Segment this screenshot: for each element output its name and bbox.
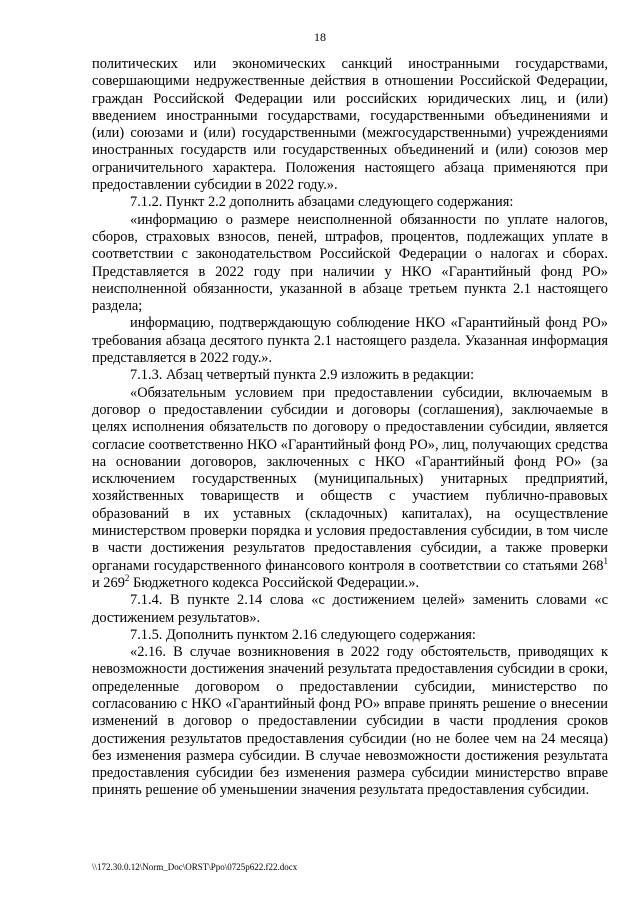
mandatory-condition-text-end: Бюджетного кодекса Российской Федерации.».: [129, 574, 420, 591]
mandatory-condition-text-middle: и 269: [92, 574, 125, 591]
paragraph-7-1-2: 7.1.2. Пункт 2.2 дополнить абзацами следующего содержания:: [130, 194, 514, 211]
article-268-superscript: 1: [603, 555, 608, 566]
document-body: [92, 56, 608, 800]
page-number: 18: [314, 30, 326, 44]
paragraph-2-16: «2.16. В случае возникновения в 2022 году обстоятельств, приводящих к невозможности достижения значений результата предоставления субсидии в сроки, определенные договором о предоставлении субсидии, министерство по согласованию с НКО «Гарантийный фонд РО» вправе принять решение о внесении изменений в договор о предоставлении субсидии в части продления сроков достижения результатов предоставления субсидии (но не более чем на 24 месяца) без изменения размера субсидии. В случае невозможности достижения результата предоставления субсидии без изменения размера субсидии министерство вправе принять решение об уменьшении значения результата предоставления субсидии.: [92, 644, 608, 799]
paragraph-sanctions-continuation: политических или экономических санкций иностранными государствами, совершающими недружественные действия в отношении Российской Федерации, граждан Российской Федерации или российских юридических лиц, и (или) введением иностранными государствами, государственными объединениями и (или) союзами и (или) государственными (межгосударственными) учреждениями иностранных государств или государственных объединений и (или) союзов мер ограничительного характера. Положения настоящего абзаца применяются при предоставлении субсидии в 2022 году.».: [92, 56, 608, 194]
footer-file-path: \\172.30.0.12\Norm_Doc\ORST\Ppo\0725p622.f22.docx: [92, 862, 298, 872]
paragraph-7-1-5: 7.1.5. Дополнить пунктом 2.16 следующего содержания:: [130, 626, 476, 643]
mandatory-condition-text: «Обязательным условием при предоставлении субсидии, включаемым в договор о предоставлении субсидии и договоры (соглашения), заключаемые в целях исполнения обязательств по договору о предоставлении субсидии, является согласие соответственно НКО «Гарантийный фонд РО», лиц, получающих средства на основании договоров, заключенных с НКО «Гарантийный фонд РО» (за исключением государственных (муниципальных) унитарных предприятий, хозяйственных товариществ и обществ с участием публично-правовых образований в их уставных (складочных) капиталах), на осуществление министерством проверки порядка и условия предоставления субсидии, в том числе в части достижения результатов предоставления субсидии, а также проверки органами государственного финансового контроля в соответствии со статьями 268: [92, 384, 608, 574]
paragraph-tax-info: «информацию о размере неисполненной обязанности по уплате налогов, сборов, страховых взносов, пеней, штрафов, процентов, подлежащих уплате в соответствии с законодательством Российской Федерации о налогах и сборах. Представляется в 2022 году при наличии у НКО «Гарантийный фонд РО» неисполненной обязанности, указанной в абзаце третьем пункта 2.1 настоящего раздела;: [92, 211, 608, 315]
article-269-superscript: 2: [124, 573, 130, 584]
paragraph-7-1-4: 7.1.4. В пункте 2.14 слова «с достижением целей» заменить словами «с достижением результатов».: [92, 592, 608, 626]
paragraph-7-1-3: 7.1.3. Абзац четвертый пункта 2.9 изложить в редакции:: [130, 367, 475, 384]
paragraph-mandatory-condition: [92, 385, 608, 593]
paragraph-compliance-info: информацию, подтверждающую соблюдение НКО «Гарантийный фонд РО» требования абзаца десятого пункта 2.1 настоящего раздела. Указанная информация представляется в 2022 году.».: [92, 315, 608, 367]
